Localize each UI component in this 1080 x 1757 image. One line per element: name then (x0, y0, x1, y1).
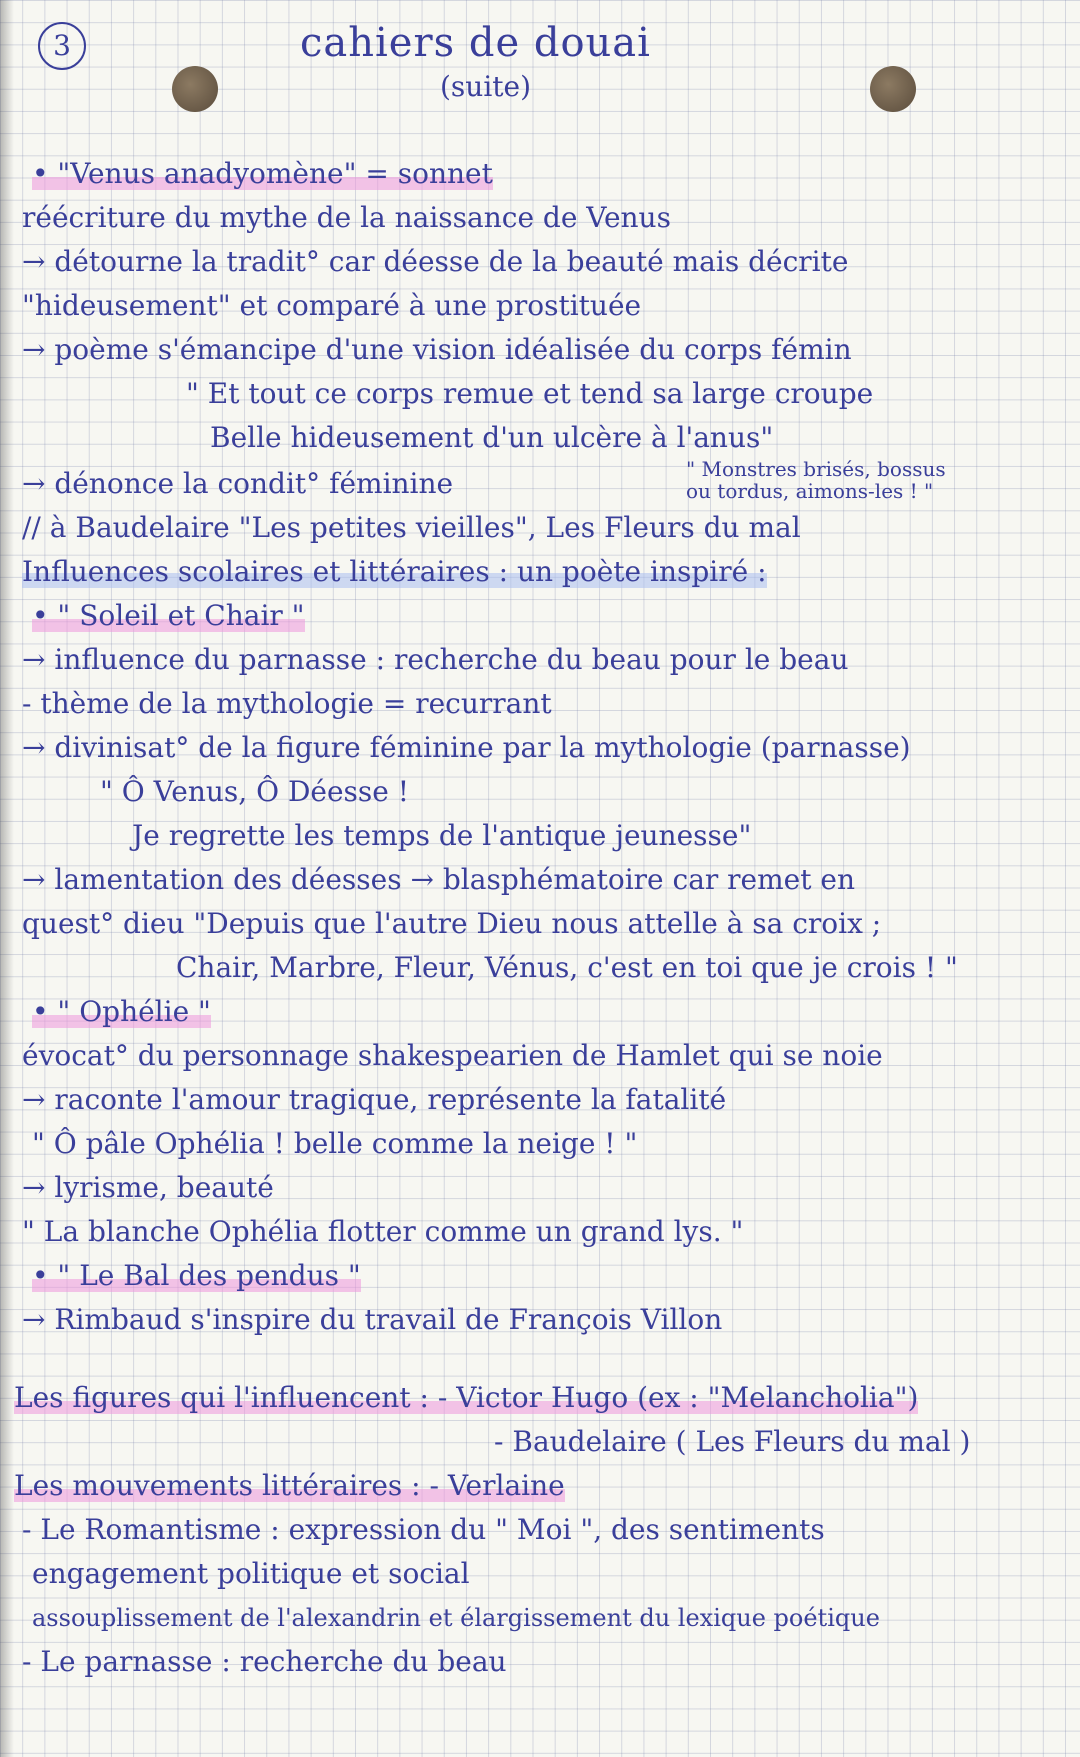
note-text: "hideusement" et comparé à une prostituée (22, 289, 642, 322)
note-text: Influences scolaires et littéraires : un poète inspiré : (22, 555, 767, 588)
note-line (14, 1380, 918, 1416)
note-text: Je regrette les temps de l'antique jeunesse" (132, 819, 752, 852)
note-text: → détourne la tradit° car déesse de la beauté mais décrite (22, 245, 849, 278)
note-text: ou tordus, aimons-les ! " (686, 479, 934, 503)
note-text: évocat° du personnage shakespearien de Hamlet qui se noie (22, 1039, 883, 1072)
note-line (22, 1082, 726, 1118)
note-line (22, 862, 855, 898)
note-text: " Ô pâle Ophélia ! belle comme la neige ! " (32, 1127, 638, 1160)
note-line (22, 1302, 722, 1338)
note-side-quote (686, 480, 933, 502)
note-text: - Le parnasse : recherche du beau (22, 1645, 507, 1678)
note-text: - Le Romantisme : expression du " Moi ", des sentiments (22, 1513, 825, 1546)
note-quote (186, 376, 873, 412)
note-line (32, 994, 211, 1030)
note-line (22, 1644, 507, 1680)
note-text: quest° dieu "Depuis que l'autre Dieu nous attelle à sa croix ; (22, 907, 882, 940)
note-line (22, 244, 848, 280)
punch-hole-left (172, 66, 218, 112)
note-line (494, 1424, 970, 1460)
note-line (32, 156, 493, 192)
note-text: → divinisat° de la figure féminine par la mythologie (parnasse) (22, 731, 911, 764)
note-text: " Monstres brisés, bossus (686, 457, 946, 481)
note-text: • " Ophélie " (32, 995, 211, 1028)
note-text: → poème s'émancipe d'une vision idéalisée du corps fémin (22, 333, 852, 366)
note-text: → influence du parnasse : recherche du beau pour le beau (22, 643, 849, 676)
note-text: → raconte l'amour tragique, représente la fatalité (22, 1083, 727, 1116)
section-heading (22, 554, 767, 590)
punch-hole-right (870, 66, 916, 112)
note-line (14, 1468, 565, 1504)
note-text: réécriture du mythe de la naissance de Venus (22, 201, 671, 234)
note-text: - Baudelaire ( Les Fleurs du mal ) (494, 1425, 971, 1458)
note-text: → dénonce la condit° féminine (22, 467, 454, 500)
note-line (22, 466, 453, 502)
note-line (22, 642, 848, 678)
note-text: Les mouvements littéraires : - Verlaine (14, 1469, 565, 1502)
note-text: engagement politique et social (32, 1557, 470, 1590)
note-text: Chair, Marbre, Fleur, Vénus, c'est en toi que je crois ! " (176, 951, 958, 984)
note-text: assouplissement de l'alexandrin et élargissement du lexique poétique (32, 1604, 880, 1632)
note-line (32, 1556, 470, 1592)
note-quote (22, 1214, 743, 1250)
note-line (32, 1600, 880, 1636)
note-text: → Rimbaud s'inspire du travail de François Villon (22, 1303, 723, 1336)
note-text: " Et tout ce corps remue et tend sa large croupe (186, 377, 874, 410)
page-subtitle: (suite) (440, 70, 532, 103)
note-line (22, 906, 881, 942)
note-line (22, 288, 641, 324)
note-text: " Ô Venus, Ô Déesse ! (100, 775, 409, 808)
note-text: • " Soleil et Chair " (32, 599, 305, 632)
note-text: Belle hideusement d'un ulcère à l'anus" (210, 421, 774, 454)
note-line (32, 1258, 361, 1294)
note-text: • " Le Bal des pendus " (32, 1259, 361, 1292)
page-number: 3 (38, 22, 86, 70)
note-quote (210, 420, 773, 456)
note-line (22, 1170, 274, 1206)
page-title: cahiers de douai (300, 20, 651, 66)
note-line (22, 1038, 883, 1074)
note-line (32, 598, 305, 634)
note-text: " La blanche Ophélia flotter comme un grand lys. " (22, 1215, 744, 1248)
note-quote (100, 774, 409, 810)
note-line (22, 332, 852, 368)
note-quote (176, 950, 958, 986)
note-line (22, 1512, 825, 1548)
note-side-quote (686, 458, 946, 480)
note-text: // à Baudelaire "Les petites vieilles", Les Fleurs du mal (22, 511, 801, 544)
note-text: Les figures qui l'influencent : - Victor Hugo (ex : "Melancholia") (14, 1381, 919, 1414)
note-quote (32, 1126, 637, 1162)
note-line (22, 510, 801, 546)
note-text: → lyrisme, beauté (22, 1171, 274, 1204)
note-line (22, 730, 911, 766)
note-quote (132, 818, 751, 854)
note-text: - thème de la mythologie = recurrant (22, 687, 552, 720)
note-text: • "Venus anadyomène" = sonnet (32, 157, 493, 190)
note-line (22, 200, 671, 236)
page-edge-shadow (0, 0, 14, 1757)
note-text: → lamentation des déesses → blasphématoire car remet en (22, 863, 855, 896)
note-line (22, 686, 552, 722)
